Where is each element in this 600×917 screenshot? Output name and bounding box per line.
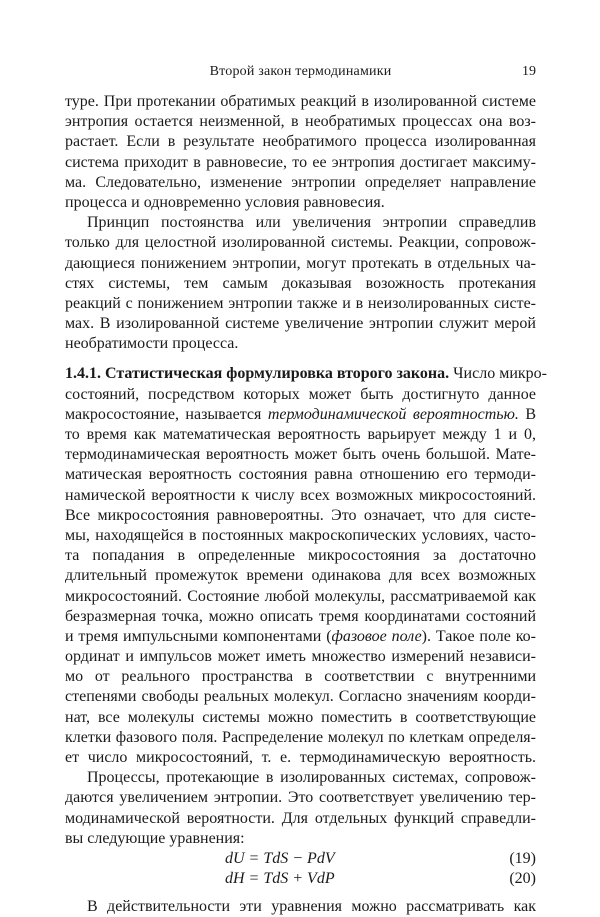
equation-number: (19) xyxy=(509,849,536,867)
text-line: стях системы, тем самым доказывая возожность протекания xyxy=(65,274,536,292)
equation-number: (20) xyxy=(509,869,536,887)
running-header xyxy=(65,64,536,84)
section-heading: Статистическая формулировка второго закона. xyxy=(105,365,450,383)
term-phase-field: фазовое поле xyxy=(331,627,422,645)
paragraph-1 xyxy=(65,92,536,213)
text-line: мо от реального пространства в соответствии с внутренними xyxy=(65,668,536,686)
text-line: процесса и одновременно условия равновесия. xyxy=(65,193,385,211)
text-line: термодинамическая вероятность может быть очень большой. Мате- xyxy=(65,446,536,464)
text-line: безразмерная точка, можно описать тремя координатами состояний xyxy=(65,607,536,625)
paragraph-2 xyxy=(65,213,536,354)
text-line: микросостояний. Состояние любой молекулы, рассматриваемой как xyxy=(65,587,536,605)
text-line: ет число микросостояний, т. е. термодинамическую вероятность. xyxy=(65,749,536,766)
text-line: Принцип постоянства или увеличения энтропии справедлив xyxy=(87,214,536,232)
text-line: мы, находящейся в постоянных макроскопических условиях, часто- xyxy=(65,526,536,544)
text-line: состояний, посредством которых может быть достигнуто данное xyxy=(65,385,536,403)
text-line: та попадания в определенные микросостояния за достаточно xyxy=(65,547,536,565)
text-line: клетки фазового поля. Распределение молекул по клеткам определя- xyxy=(65,728,536,746)
text-line: ординат и импульсов может иметь множество измерений независи- xyxy=(65,648,536,666)
text-line xyxy=(65,364,547,384)
text-line: модинамической вероятности. Для отдельных функций справедли- xyxy=(65,809,536,827)
paragraph-4 xyxy=(65,768,536,849)
section-number: 1.4.1. xyxy=(65,365,101,383)
text-line: В действительности эти уравнения можно рассматривать как xyxy=(87,897,536,915)
text-line: туре. При протекании обратимых реакций в изолированной системе xyxy=(65,93,536,110)
text-line: дающиеся понижением энтропии, могут протекать в отдельных ча- xyxy=(65,254,536,272)
text-line: даются увеличением энтропии. Это соответствует увеличению тер- xyxy=(65,789,536,807)
equation-20 xyxy=(65,869,536,889)
text-line: степенями свободы реальных молекул. Согласно значениям коорди- xyxy=(65,688,536,706)
equation-expression: dH = TdS + VdP xyxy=(225,869,335,887)
term-thermodynamic-probability: термодинамической вероятностью. xyxy=(267,405,519,423)
page-number: 19 xyxy=(522,64,536,79)
page-body xyxy=(65,92,547,917)
text-line xyxy=(65,405,536,425)
section-1-4-1 xyxy=(65,364,547,768)
text-line: только для целостной изолированной системы. Реакции, сопровож- xyxy=(65,234,536,252)
text-span: ). Такое поле ко- xyxy=(421,627,536,645)
text-line: Процессы, протекающие в изолированных системах, сопровож- xyxy=(87,769,536,787)
text-line xyxy=(65,627,536,647)
equation-expression: dU = TdS − PdV xyxy=(225,849,335,867)
text-line: вы следующие уравнения: xyxy=(65,829,245,847)
text-line: энтропия остается неизменной, в необратимых процессах она воз- xyxy=(65,113,536,131)
text-line: необратимости процесса. xyxy=(65,335,239,353)
text-line: матическая вероятность состояния равна отношению его термоди- xyxy=(65,466,536,484)
text-line: длительный промежуток времени одинакова для всех возможных xyxy=(65,567,536,585)
text-line: ма. Следовательно, изменение энтропии определяет направление xyxy=(65,173,536,191)
text-span: макросостояние, называется xyxy=(65,405,262,423)
text-line: Все микросостояния равновероятны. Это означает, что для систе- xyxy=(65,506,536,524)
text-line: система приходит в равновесие, то ее энтропия достигает максиму- xyxy=(65,153,536,171)
text-line: реакций с понижением энтропии также и в неизолированных систе- xyxy=(65,294,536,312)
text-line: то время как математическая вероятность варьирует между 1 и 0, xyxy=(65,426,536,443)
text-line: нат, все молекулы системы можно поместить в соответствующие xyxy=(65,708,536,726)
text-span: и тремя импульсными компонентами ( xyxy=(65,627,332,645)
text-span: Число микро- xyxy=(453,365,547,383)
text-line: растает. Если в результате необратимого процесса изолированная xyxy=(65,133,536,151)
text-line: намической вероятности к числу всех возможных микросостояний. xyxy=(65,486,536,504)
running-title: Второй закон термодинамики xyxy=(209,64,392,79)
text-span: В xyxy=(525,405,536,423)
text-line: мах. В изолированной системе увеличение энтропии служит мерой xyxy=(65,315,536,333)
equation-19 xyxy=(65,849,536,869)
